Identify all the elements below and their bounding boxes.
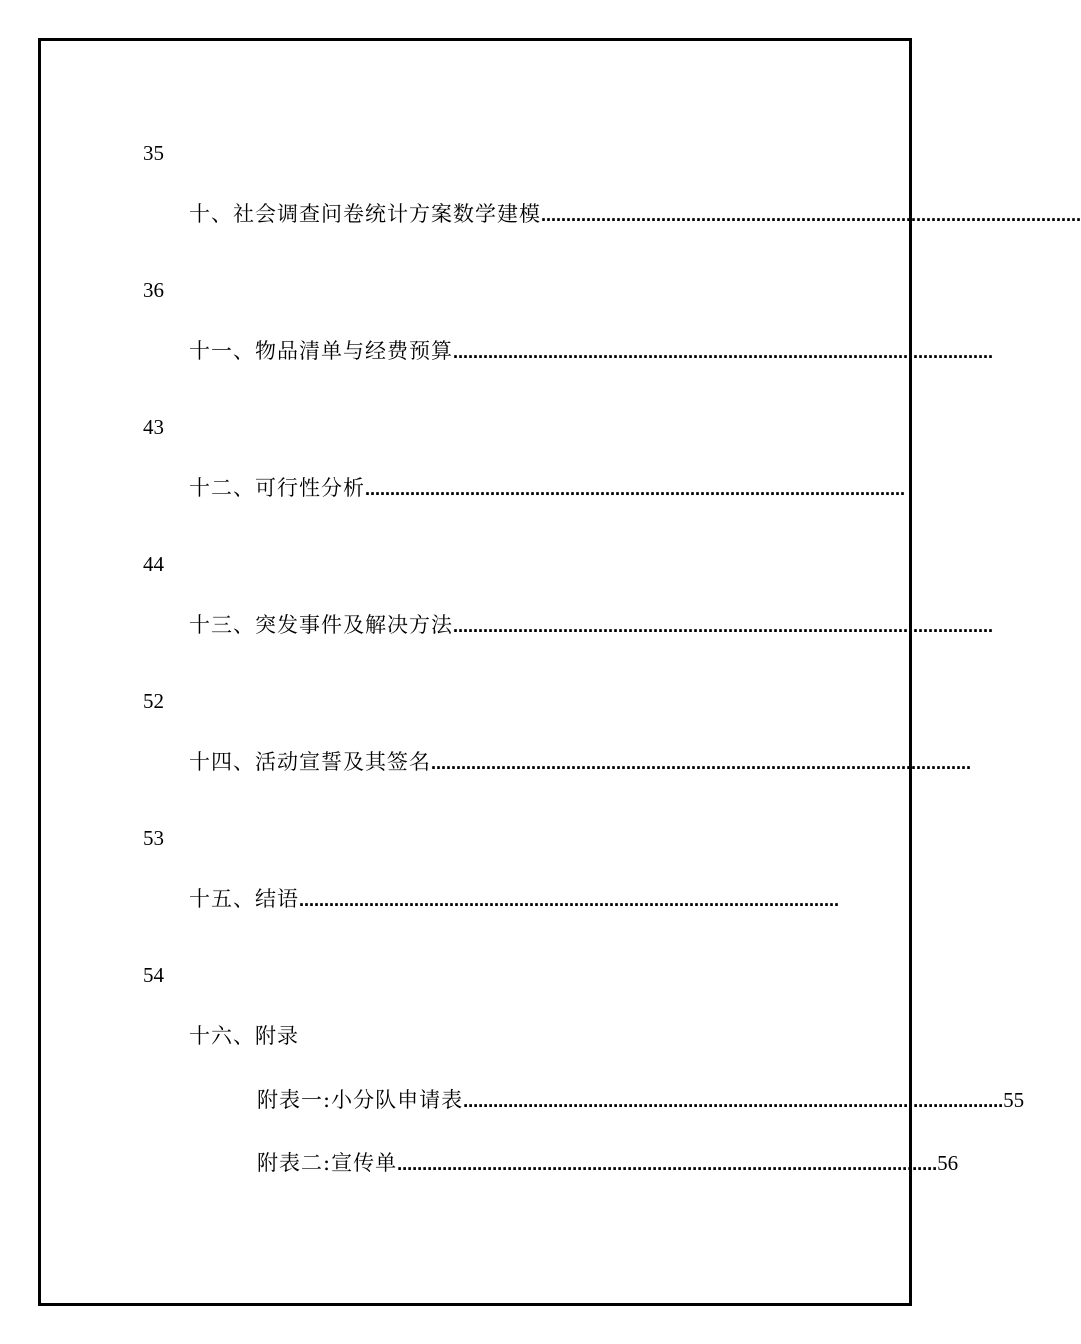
dot-leader: ……………………………………………………………………………………………… [299,892,839,910]
dot-leader: ……………………………………………………………………………………………… [397,1156,938,1174]
page-number: 43 [143,415,164,439]
toc-entry[interactable] [189,475,905,503]
toc-subentry-title: 附表一:小分队申请表 [257,1088,464,1112]
page-number: 54 [143,963,164,987]
dot-leader: ……………………………………………………………………………………………… [453,344,993,362]
dot-leader: ……………………………………………………………………………………………… [463,1093,1004,1111]
toc-subentry[interactable] [257,1087,1025,1115]
page-number: 35 [143,141,164,165]
toc-entry-title: 十一、物品清单与经费预算 [189,339,453,363]
toc-entry[interactable] [189,612,993,640]
toc-heading[interactable] [189,1023,805,1049]
toc-entry[interactable] [189,886,839,914]
toc-entry-title: 十三、突发事件及解决方法 [189,613,453,637]
toc-page-number: 56 [937,1151,959,1175]
toc-entry-title: 十、社会调查问卷统计方案数学建模 [189,202,541,226]
toc-page-number: 55 [1003,1088,1025,1112]
toc-heading-title: 十六、附录 [189,1024,299,1048]
toc-subentry[interactable] [257,1150,959,1178]
page-number: 36 [143,278,164,302]
dot-leader: ……………………………………………………………………………………………… [431,755,971,773]
toc-entry-title: 十五、结语 [189,887,299,911]
page-number: 52 [143,689,164,713]
dot-leader: ……………………………………………………………………………………………… [453,618,993,636]
toc-entry-title: 十二、可行性分析 [189,476,365,500]
toc-entry[interactable] [189,749,971,777]
page-number: 53 [143,826,164,850]
toc-entry[interactable] [189,338,993,366]
toc-subentry-title: 附表二:宣传单 [257,1151,398,1175]
toc-entry[interactable] [189,201,1081,229]
toc-entry-title: 十四、活动宣誓及其签名 [189,750,431,774]
dot-leader: ……………………………………………………………………………………………… [365,481,905,499]
dot-leader: ……………………………………………………………………………………………… [541,207,1081,225]
page-number: 44 [143,552,164,576]
